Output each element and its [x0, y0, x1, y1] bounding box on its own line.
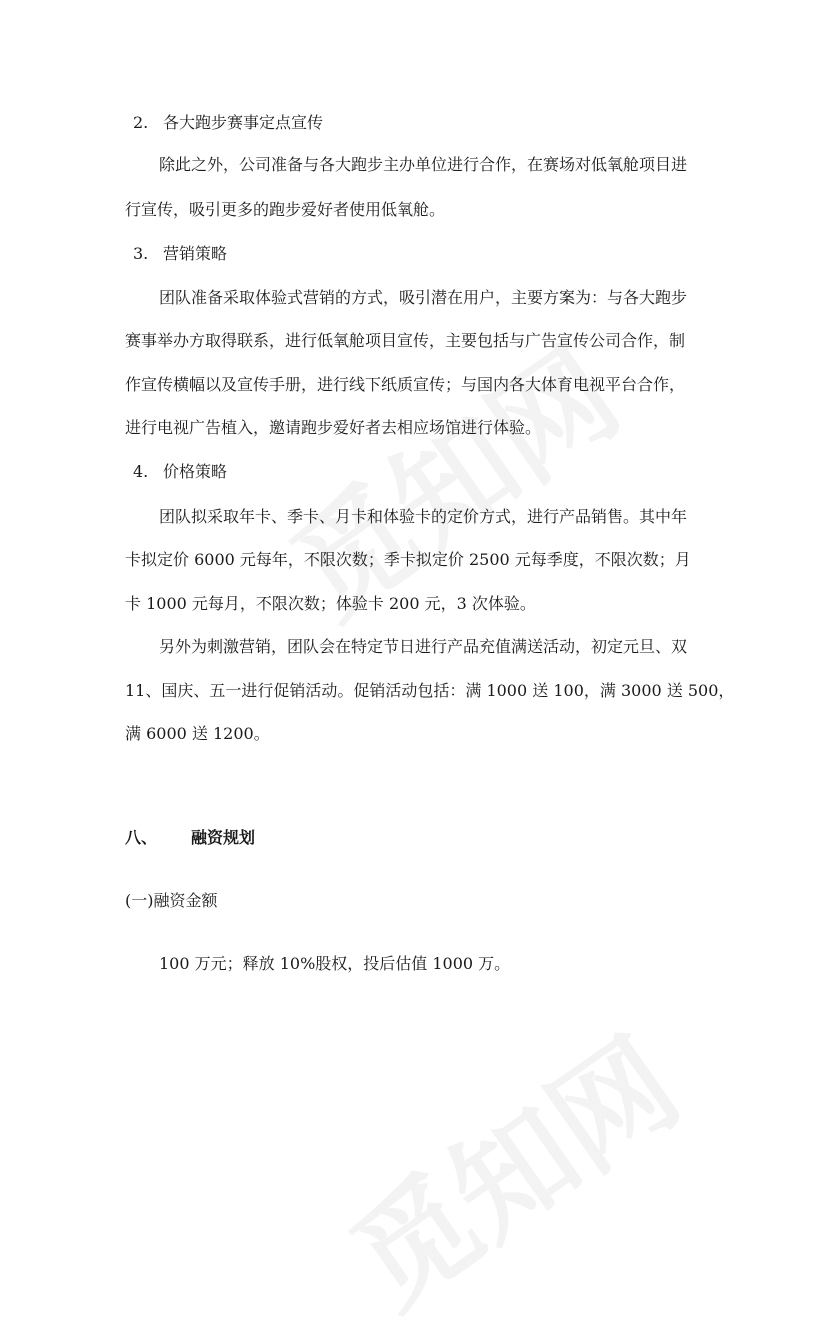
paragraph-line: 卡拟定价 6000 元每年，不限次数；季卡拟定价 2500 元每季度，不限次数；月 — [125, 550, 691, 569]
subsection-heading: (一)融资金额 — [125, 891, 218, 910]
list-item-heading — [133, 462, 227, 482]
list-item-heading — [133, 244, 227, 264]
list-heading-text: 价格策略 — [163, 462, 228, 481]
paragraph-line: 满 6000 送 1200。 — [125, 724, 270, 743]
paragraph-line: 另外为刺激营销，团队会在特定节日进行产品充值满送活动，初定元旦、双 — [159, 637, 688, 656]
paragraph-line: 作宣传横幅以及宣传手册，进行线下纸质宣传；与国内各大体育电视平台合作， — [125, 375, 686, 394]
paragraph-line: 11、国庆、五一进行促销活动。促销活动包括：满 1000 送 100，满 3000 送 500， — [125, 681, 735, 700]
section-number: 八、 — [125, 828, 158, 847]
paragraph-line: 团队准备采取体验式营销的方式，吸引潜在用户，主要方案为：与各大跑步 — [159, 288, 688, 307]
list-number: 4. — [133, 462, 149, 481]
watermark — [313, 992, 707, 1339]
list-heading-text: 各大跑步赛事定点宣传 — [163, 113, 324, 132]
list-heading-text: 营销策略 — [163, 244, 228, 263]
paragraph-line: 进行电视广告植入，邀请跑步爱好者去相应场馆进行体验。 — [125, 418, 542, 437]
financing-paragraph: 100 万元；释放 10%股权，投后估值 1000 万。 — [159, 954, 511, 973]
section-title: 融资规划 — [191, 828, 256, 847]
paragraph-line: 行宣传，吸引更多的跑步爱好者使用低氧舱。 — [125, 200, 446, 219]
paragraph-line: 团队拟采取年卡、季卡、月卡和体验卡的定价方式，进行产品销售。其中年 — [159, 507, 688, 526]
paragraph-line: 卡 1000 元每月，不限次数；体验卡 200 元，3 次体验。 — [125, 594, 536, 613]
list-item-heading — [133, 113, 323, 133]
paragraph-line: 除此之外，公司准备与各大跑步主办单位进行合作，在赛场对低氧舱项目进 — [159, 155, 688, 174]
list-number: 3. — [133, 244, 149, 263]
paragraph-line: 赛事举办方取得联系，进行低氧舱项目宣传，主要包括与广告宣传公司合作，制 — [125, 331, 686, 350]
section-heading — [125, 828, 255, 848]
list-number: 2. — [133, 113, 149, 132]
